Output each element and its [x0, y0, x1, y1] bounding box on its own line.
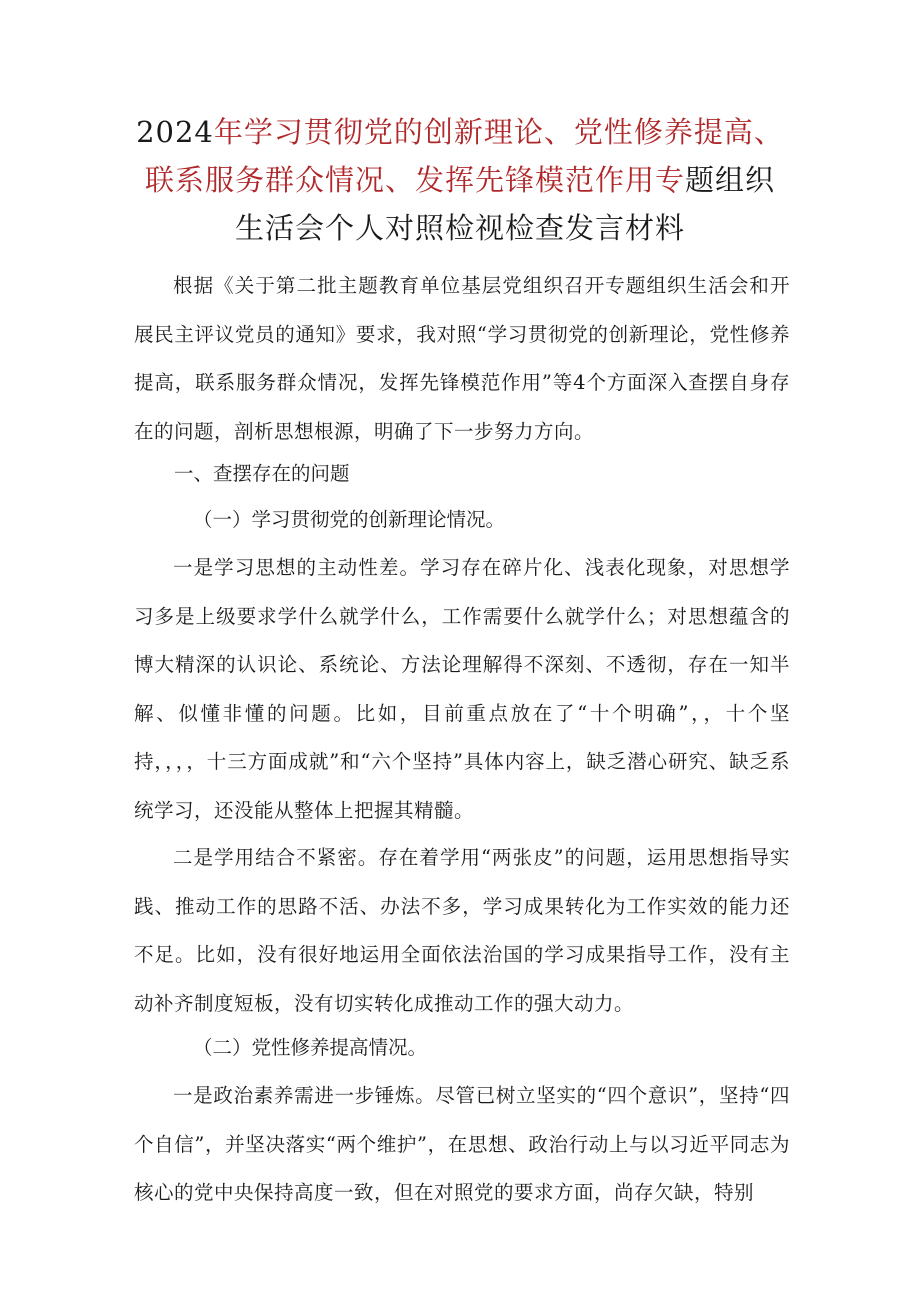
paragraph-study-application: 二是学用结合不紧密。存在着学用“两张皮”的问题，运用思想指导实践、推动工作的思路不活、办法不多，学习成果转化为工作实效的能力还不足。比如，没有很好地运用全面依法治国的学习成果指导工作，没有主动补齐制度短板，没有切实转化成推动工作的强大动力。 — [134, 846, 790, 1015]
intro-paragraph: 根据《关于第二批主题教育单位基层党组织召开专题组织生活会和开展民主评议党员的通知》要求，我对照“学习贯彻党的创新理论，党性修养提高，联系服务群众情况，发挥先锋模范作用”等4个方面深入查摆自身存在的问题，剖析思想根源，明确了下一步努力方向。 — [134, 274, 790, 443]
section-heading: 一、查摆存在的问题 — [174, 462, 350, 485]
title-black-part: 题组织生活会个人对照检视检查发言材料 — [234, 163, 776, 245]
title-red-part: 年学习贯彻党的创新理论、党性修养提高、联系服务群众情况、发挥先锋模范作用专 — [144, 115, 784, 197]
subsection-heading-2: （二）党性修养提高情况。 — [193, 1036, 428, 1059]
subsection-heading-1: （一）学习贯彻党的创新理论情况。 — [193, 508, 506, 531]
paragraph-political-literacy: 一是政治素养需进一步锤炼。尽管已树立坚实的“四个意识”，坚持“四个自信”，并坚决落实“两个维护”，在思想、政治行动上与以习近平同志为核心的党中央保持高度一致，但在对照党的要求方面，尚存欠缺，特别 — [134, 1084, 790, 1204]
title-year: 2024 — [136, 115, 214, 149]
paragraph-study-initiative: 一是学习思想的主动性差。学习存在碎片化、浅表化现象，对思想学习多是上级要求学什么就学什么，工作需要什么就学什么；对思想蕴含的博大精深的认识论、系统论、方法论理解得不深刻、不透彻，存在一知半解、似懂非懂的问题。比如，目前重点放在了“十个明确”，，十个坚持，，，，十三方面成就”和“六个坚持”具体内容上，缺乏潜心研究、缺乏系统学习，还没能从整体上把握其精髓。 — [134, 556, 790, 822]
document-title — [130, 108, 790, 252]
